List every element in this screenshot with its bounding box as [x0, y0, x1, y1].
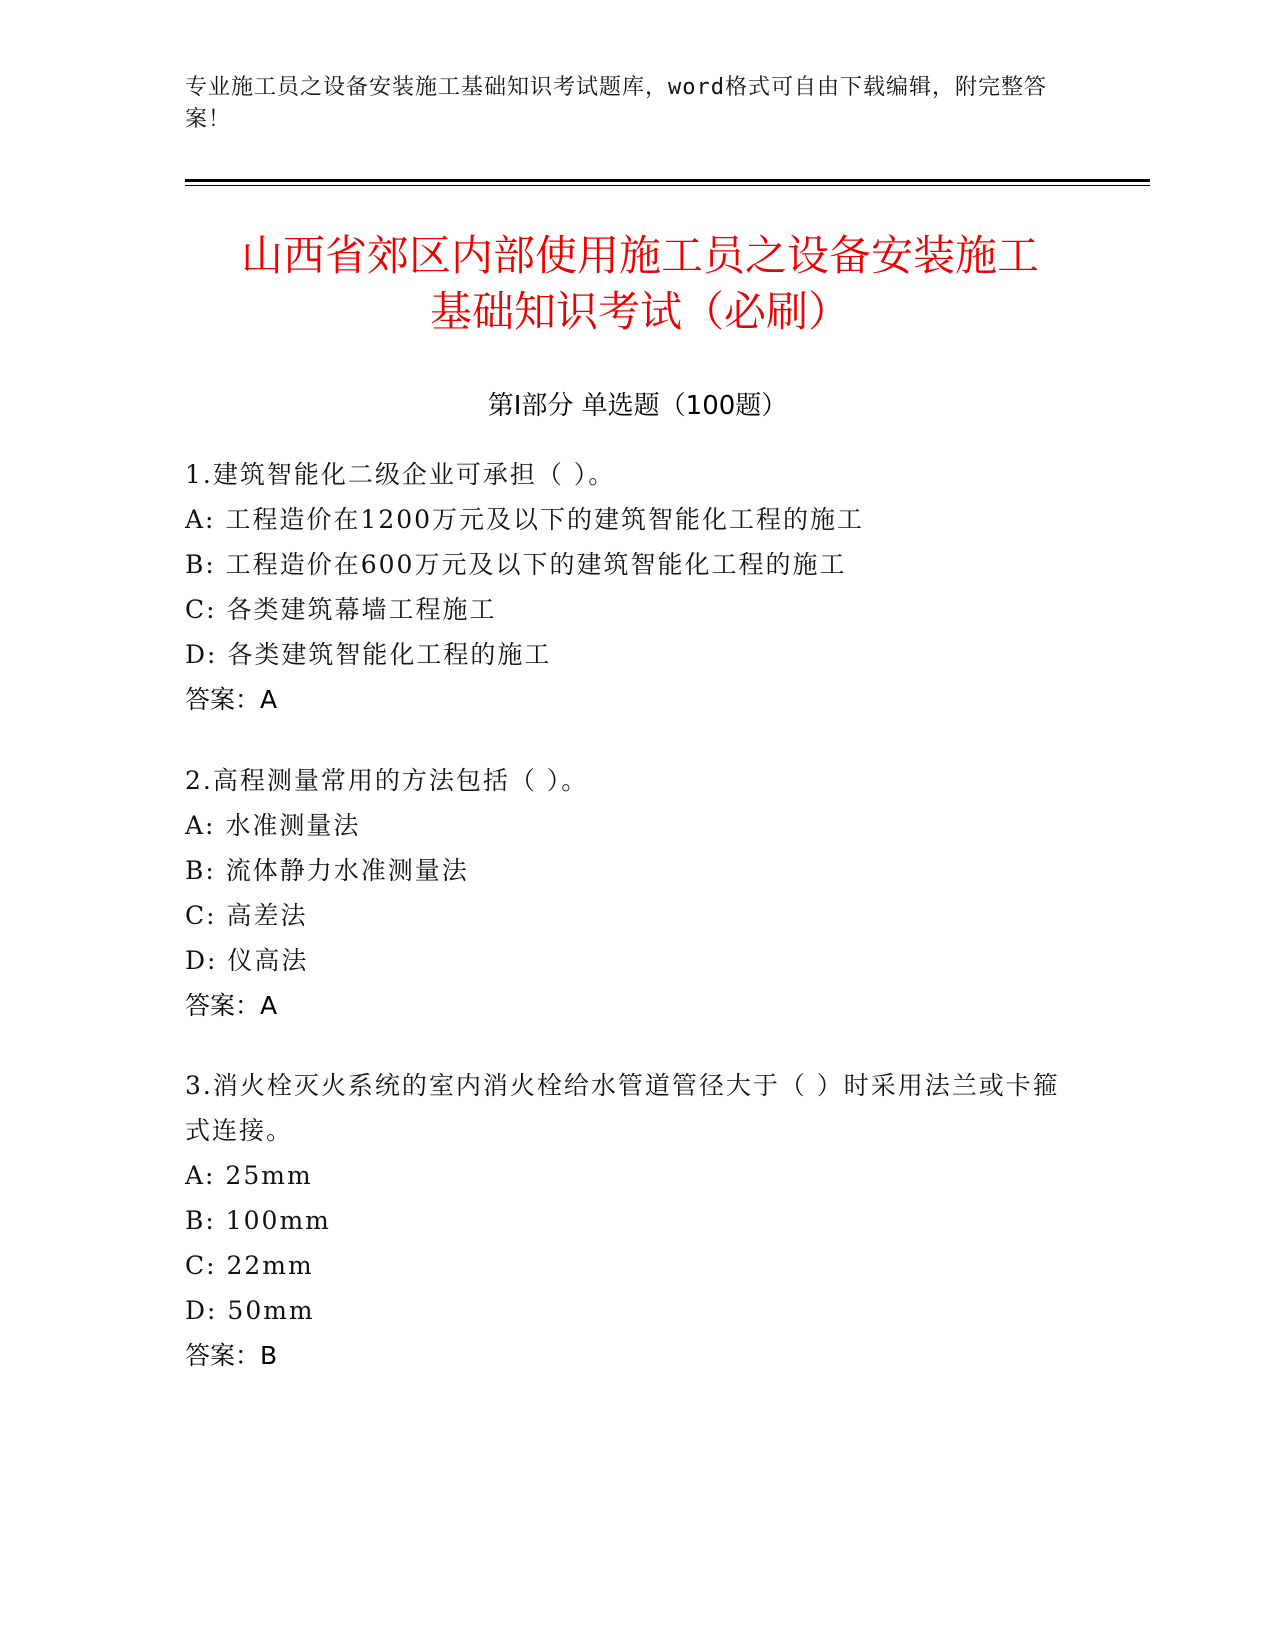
option-c: C: 各类建筑幕墙工程施工 [185, 595, 497, 624]
question-text: 3.消火栓灭火系统的室内消火栓给水管道管径大于（ ）时采用法兰或卡箍式连接。 [185, 1071, 1060, 1145]
answer: 答案：B [185, 1341, 278, 1370]
option-d: D: 各类建筑智能化工程的施工 [185, 640, 552, 669]
option-b: B: 100mm [185, 1206, 331, 1235]
section-title: 第Ⅰ部分 单选题（100题） [487, 391, 788, 421]
answer: 答案：A [185, 685, 278, 714]
option-a: A: 水准测量法 [185, 811, 361, 840]
title-line-2: 基础知识考试（必刷） [429, 287, 850, 336]
header-note: 专业施工员之设备安装施工基础知识考试题库，word格式可自由下载编辑，附完整答案！ [185, 75, 1047, 132]
option-a: A: 25mm [185, 1161, 313, 1190]
option-b: B: 流体静力水准测量法 [185, 856, 469, 885]
option-b: B: 工程造价在600万元及以下的建筑智能化工程的施工 [185, 550, 847, 579]
header-divider-thick [185, 179, 1150, 182]
question-text: 2.高程测量常用的方法包括（ ）。 [185, 766, 589, 795]
document-title [160, 228, 1120, 340]
question-2 [185, 758, 1085, 1028]
option-a: A: 工程造价在1200万元及以下的建筑智能化工程的施工 [185, 505, 865, 534]
question-1 [185, 452, 1085, 722]
option-c: C: 22mm [185, 1251, 314, 1280]
option-c: C: 高差法 [185, 901, 308, 930]
answer: 答案：A [185, 991, 278, 1020]
option-d: D: 50mm [185, 1296, 315, 1325]
option-d: D: 仪高法 [185, 946, 309, 975]
header-divider-thin [185, 185, 1150, 186]
question-3 [185, 1063, 1085, 1378]
title-line-1: 山西省郊区内部使用施工员之设备安装施工 [240, 231, 1039, 280]
question-text: 1.建筑智能化二级企业可承担（ ）。 [185, 460, 616, 489]
